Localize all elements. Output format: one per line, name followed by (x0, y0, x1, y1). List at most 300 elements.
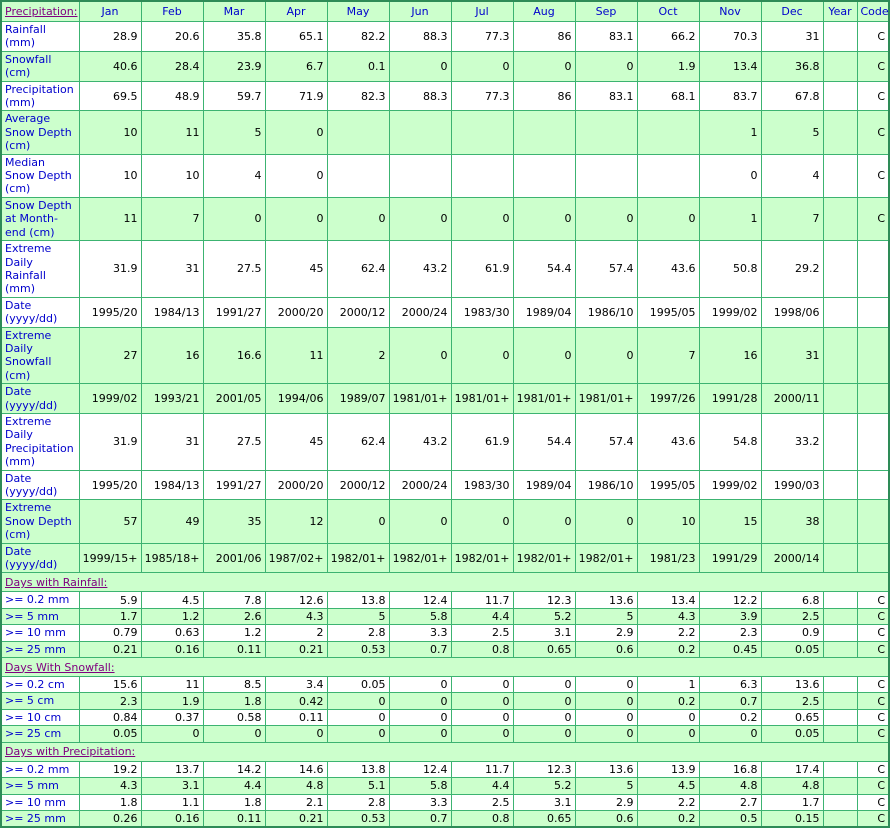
cell-sep: 0 (575, 197, 637, 240)
cell-jun: 1981/01+ (389, 384, 451, 414)
row-label: Rainfall (mm) (1, 22, 79, 52)
cell-oct: 0.2 (637, 693, 699, 709)
row-label: >= 5 cm (1, 693, 79, 709)
table-row (1, 154, 889, 197)
table-row (1, 470, 889, 500)
cell-apr: 45 (265, 413, 327, 470)
column-header-oct: Oct (637, 1, 699, 22)
cell-oct: 1.9 (637, 51, 699, 81)
row-label: >= 5 mm (1, 778, 79, 794)
cell-feb: 0 (141, 726, 203, 742)
cell-oct: 2.2 (637, 794, 699, 810)
cell-nov: 83.7 (699, 81, 761, 111)
cell-jan: 1999/02 (79, 384, 141, 414)
cell-sep: 1982/01+ (575, 543, 637, 573)
table-row (1, 592, 889, 608)
cell-nov: 0.7 (699, 693, 761, 709)
cell-jun: 43.2 (389, 413, 451, 470)
cell-aug: 1989/04 (513, 470, 575, 500)
column-header-code: Code (857, 1, 889, 22)
cell-jul: 2.5 (451, 794, 513, 810)
cell-jun: 0 (389, 327, 451, 384)
cell-jan: 27 (79, 327, 141, 384)
cell-jul: 4.4 (451, 778, 513, 794)
cell-aug: 0 (513, 693, 575, 709)
cell-apr: 1994/06 (265, 384, 327, 414)
cell-apr: 11 (265, 327, 327, 384)
cell-oct: 13.9 (637, 761, 699, 777)
cell-sep: 2.9 (575, 625, 637, 641)
row-label: >= 0.2 mm (1, 592, 79, 608)
cell-year (823, 709, 857, 725)
cell-jun: 2000/24 (389, 297, 451, 327)
cell-jul: 1982/01+ (451, 543, 513, 573)
cell-may: 2.8 (327, 794, 389, 810)
cell-sep: 0 (575, 677, 637, 693)
cell-aug: 5.2 (513, 778, 575, 794)
table-corner-label: Precipitation: (1, 1, 79, 22)
cell-may: 13.8 (327, 761, 389, 777)
cell-may: 2000/12 (327, 470, 389, 500)
cell-jan: 1.8 (79, 794, 141, 810)
column-header-jan: Jan (79, 1, 141, 22)
cell-mar: 1.8 (203, 693, 265, 709)
cell-nov: 0 (699, 726, 761, 742)
cell-code: C (857, 51, 889, 81)
cell-jun: 0 (389, 726, 451, 742)
section-header-days-snowfall (1, 658, 889, 677)
table-row (1, 51, 889, 81)
table-row (1, 111, 889, 154)
cell-code (857, 413, 889, 470)
row-label: Median Snow Depth (cm) (1, 154, 79, 197)
cell-jul: 11.7 (451, 761, 513, 777)
cell-oct: 1995/05 (637, 297, 699, 327)
cell-aug: 1981/01+ (513, 384, 575, 414)
cell-mar: 14.2 (203, 761, 265, 777)
cell-dec: 33.2 (761, 413, 823, 470)
row-label: Extreme Daily Rainfall (mm) (1, 241, 79, 298)
cell-jan: 31.9 (79, 241, 141, 298)
cell-feb: 31 (141, 413, 203, 470)
cell-aug: 0 (513, 197, 575, 240)
cell-may (327, 111, 389, 154)
cell-year (823, 297, 857, 327)
cell-may: 0 (327, 693, 389, 709)
cell-may: 0.53 (327, 810, 389, 827)
cell-may: 0.05 (327, 677, 389, 693)
cell-oct: 43.6 (637, 241, 699, 298)
cell-nov: 54.8 (699, 413, 761, 470)
cell-apr: 0.42 (265, 693, 327, 709)
cell-code: C (857, 625, 889, 641)
cell-nov: 1991/29 (699, 543, 761, 573)
cell-dec: 1990/03 (761, 470, 823, 500)
cell-year (823, 154, 857, 197)
cell-feb: 11 (141, 677, 203, 693)
cell-nov: 4.8 (699, 778, 761, 794)
cell-mar: 27.5 (203, 241, 265, 298)
cell-apr: 3.4 (265, 677, 327, 693)
cell-jun: 88.3 (389, 22, 451, 52)
cell-sep: 5 (575, 778, 637, 794)
cell-mar: 23.9 (203, 51, 265, 81)
cell-code: C (857, 778, 889, 794)
cell-dec: 0.05 (761, 726, 823, 742)
cell-oct: 2.2 (637, 625, 699, 641)
cell-jun: 3.3 (389, 794, 451, 810)
cell-apr: 12.6 (265, 592, 327, 608)
cell-jun: 0.7 (389, 810, 451, 827)
cell-code (857, 470, 889, 500)
cell-may: 62.4 (327, 241, 389, 298)
cell-aug: 3.1 (513, 625, 575, 641)
cell-aug: 54.4 (513, 413, 575, 470)
cell-dec: 0.65 (761, 709, 823, 725)
cell-code: C (857, 608, 889, 624)
column-header-nov: Nov (699, 1, 761, 22)
cell-sep: 57.4 (575, 241, 637, 298)
cell-code: C (857, 726, 889, 742)
cell-may: 2 (327, 327, 389, 384)
cell-jun: 0 (389, 693, 451, 709)
cell-nov: 15 (699, 500, 761, 543)
cell-aug: 5.2 (513, 608, 575, 624)
cell-jan: 1995/20 (79, 470, 141, 500)
row-label: >= 10 mm (1, 625, 79, 641)
cell-aug: 12.3 (513, 761, 575, 777)
cell-jun: 43.2 (389, 241, 451, 298)
cell-may: 0 (327, 709, 389, 725)
table-row (1, 543, 889, 573)
table-row (1, 384, 889, 414)
cell-oct: 68.1 (637, 81, 699, 111)
cell-jun: 0.7 (389, 641, 451, 657)
section-header-days-precipitation (1, 742, 889, 761)
row-label: Date (yyyy/dd) (1, 470, 79, 500)
cell-aug: 86 (513, 81, 575, 111)
column-header-jul: Jul (451, 1, 513, 22)
cell-jul: 77.3 (451, 81, 513, 111)
cell-code: C (857, 794, 889, 810)
cell-dec: 31 (761, 22, 823, 52)
cell-jan: 1999/15+ (79, 543, 141, 573)
cell-apr: 14.6 (265, 761, 327, 777)
cell-apr: 2000/20 (265, 297, 327, 327)
cell-code (857, 327, 889, 384)
row-label: Snowfall (cm) (1, 51, 79, 81)
cell-feb: 13.7 (141, 761, 203, 777)
row-label: >= 0.2 mm (1, 761, 79, 777)
column-header-year: Year (823, 1, 857, 22)
cell-year (823, 543, 857, 573)
column-header-dec: Dec (761, 1, 823, 22)
cell-mar: 1991/27 (203, 470, 265, 500)
cell-jan: 1995/20 (79, 297, 141, 327)
cell-jan: 0.26 (79, 810, 141, 827)
cell-dec: 6.8 (761, 592, 823, 608)
cell-jan: 19.2 (79, 761, 141, 777)
row-label: Average Snow Depth (cm) (1, 111, 79, 154)
cell-jan: 11 (79, 197, 141, 240)
cell-feb: 0.63 (141, 625, 203, 641)
row-label: >= 25 mm (1, 810, 79, 827)
cell-jun: 0 (389, 709, 451, 725)
cell-may: 5.1 (327, 778, 389, 794)
row-label: >= 5 mm (1, 608, 79, 624)
cell-year (823, 726, 857, 742)
cell-apr: 12 (265, 500, 327, 543)
cell-aug: 0 (513, 500, 575, 543)
cell-aug: 54.4 (513, 241, 575, 298)
cell-mar: 2001/05 (203, 384, 265, 414)
cell-year (823, 625, 857, 641)
cell-oct: 4.5 (637, 778, 699, 794)
cell-nov: 16.8 (699, 761, 761, 777)
column-header-mar: Mar (203, 1, 265, 22)
cell-mar: 1.8 (203, 794, 265, 810)
cell-jul: 2.5 (451, 625, 513, 641)
row-label: >= 0.2 cm (1, 677, 79, 693)
cell-year (823, 327, 857, 384)
cell-dec: 38 (761, 500, 823, 543)
table-row (1, 327, 889, 384)
cell-jun: 0 (389, 51, 451, 81)
table-row (1, 810, 889, 827)
cell-apr: 6.7 (265, 51, 327, 81)
cell-dec: 67.8 (761, 81, 823, 111)
cell-sep: 5 (575, 608, 637, 624)
cell-aug: 1982/01+ (513, 543, 575, 573)
cell-jul: 0 (451, 709, 513, 725)
table-row (1, 241, 889, 298)
cell-aug: 0 (513, 726, 575, 742)
cell-nov: 1 (699, 197, 761, 240)
column-header-feb: Feb (141, 1, 203, 22)
cell-sep: 13.6 (575, 592, 637, 608)
cell-may: 0 (327, 500, 389, 543)
cell-dec: 5 (761, 111, 823, 154)
cell-year (823, 197, 857, 240)
cell-feb: 1993/21 (141, 384, 203, 414)
cell-code: C (857, 22, 889, 52)
cell-apr: 45 (265, 241, 327, 298)
cell-jul: 0 (451, 500, 513, 543)
cell-apr: 0 (265, 154, 327, 197)
cell-feb: 1.2 (141, 608, 203, 624)
cell-code (857, 241, 889, 298)
cell-jun: 1982/01+ (389, 543, 451, 573)
cell-aug: 0 (513, 51, 575, 81)
table-row (1, 778, 889, 794)
cell-jan: 1.7 (79, 608, 141, 624)
cell-may: 82.2 (327, 22, 389, 52)
cell-oct: 4.3 (637, 608, 699, 624)
cell-year (823, 22, 857, 52)
row-label: >= 10 mm (1, 794, 79, 810)
cell-may: 0 (327, 726, 389, 742)
cell-oct: 1 (637, 677, 699, 693)
cell-may: 0 (327, 197, 389, 240)
cell-sep: 1986/10 (575, 297, 637, 327)
cell-code (857, 543, 889, 573)
cell-sep: 13.6 (575, 761, 637, 777)
cell-sep: 1986/10 (575, 470, 637, 500)
cell-jan: 0.05 (79, 726, 141, 742)
cell-jan: 15.6 (79, 677, 141, 693)
row-label: >= 25 cm (1, 726, 79, 742)
cell-sep: 0 (575, 726, 637, 742)
table-row (1, 413, 889, 470)
cell-mar: 0.11 (203, 641, 265, 657)
cell-sep: 0 (575, 327, 637, 384)
cell-apr: 0 (265, 726, 327, 742)
cell-may: 62.4 (327, 413, 389, 470)
table-header-row (1, 1, 889, 22)
cell-sep: 57.4 (575, 413, 637, 470)
cell-may: 2000/12 (327, 297, 389, 327)
cell-code: C (857, 693, 889, 709)
cell-nov: 2.3 (699, 625, 761, 641)
cell-sep: 1981/01+ (575, 384, 637, 414)
cell-year (823, 51, 857, 81)
cell-mar: 27.5 (203, 413, 265, 470)
table-row (1, 677, 889, 693)
cell-apr: 71.9 (265, 81, 327, 111)
column-header-jun: Jun (389, 1, 451, 22)
cell-feb: 1984/13 (141, 470, 203, 500)
cell-aug: 86 (513, 22, 575, 52)
cell-nov: 6.3 (699, 677, 761, 693)
cell-feb: 1985/18+ (141, 543, 203, 573)
cell-jun: 3.3 (389, 625, 451, 641)
cell-oct: 0 (637, 709, 699, 725)
cell-nov: 2.7 (699, 794, 761, 810)
cell-jun: 5.8 (389, 608, 451, 624)
cell-code: C (857, 592, 889, 608)
table-row (1, 608, 889, 624)
cell-jun: 0 (389, 677, 451, 693)
section-title: Days with Precipitation: (1, 742, 889, 761)
cell-nov: 1999/02 (699, 297, 761, 327)
cell-jul: 0 (451, 726, 513, 742)
row-label: >= 10 cm (1, 709, 79, 725)
cell-jul: 1981/01+ (451, 384, 513, 414)
cell-nov: 0.2 (699, 709, 761, 725)
column-header-aug: Aug (513, 1, 575, 22)
cell-sep (575, 111, 637, 154)
cell-nov: 0.5 (699, 810, 761, 827)
cell-feb: 4.5 (141, 592, 203, 608)
cell-apr: 65.1 (265, 22, 327, 52)
cell-year (823, 413, 857, 470)
cell-jan: 31.9 (79, 413, 141, 470)
cell-jan: 5.9 (79, 592, 141, 608)
cell-code: C (857, 761, 889, 777)
cell-dec: 2.5 (761, 608, 823, 624)
cell-feb: 16 (141, 327, 203, 384)
row-label: Precipitation (mm) (1, 81, 79, 111)
column-header-sep: Sep (575, 1, 637, 22)
cell-sep (575, 154, 637, 197)
cell-jun: 0 (389, 500, 451, 543)
cell-apr: 1987/02+ (265, 543, 327, 573)
cell-dec: 0.9 (761, 625, 823, 641)
row-label: Date (yyyy/dd) (1, 297, 79, 327)
cell-jan: 2.3 (79, 693, 141, 709)
cell-feb: 1.9 (141, 693, 203, 709)
cell-year (823, 384, 857, 414)
cell-jan: 57 (79, 500, 141, 543)
cell-jan: 0.84 (79, 709, 141, 725)
cell-jun: 2000/24 (389, 470, 451, 500)
cell-may: 0.1 (327, 51, 389, 81)
cell-dec: 36.8 (761, 51, 823, 81)
cell-code: C (857, 154, 889, 197)
table-row (1, 709, 889, 725)
cell-feb: 1.1 (141, 794, 203, 810)
cell-dec: 4.8 (761, 778, 823, 794)
cell-mar: 2.6 (203, 608, 265, 624)
row-label: Date (yyyy/dd) (1, 384, 79, 414)
row-label: Snow Depth at Month-end (cm) (1, 197, 79, 240)
cell-mar: 35.8 (203, 22, 265, 52)
cell-dec: 4 (761, 154, 823, 197)
cell-jul: 11.7 (451, 592, 513, 608)
cell-dec: 2.5 (761, 693, 823, 709)
cell-jul: 0 (451, 197, 513, 240)
cell-oct: 43.6 (637, 413, 699, 470)
cell-may: 0.53 (327, 641, 389, 657)
cell-jan: 69.5 (79, 81, 141, 111)
table-row (1, 761, 889, 777)
cell-mar: 2001/06 (203, 543, 265, 573)
row-label: Extreme Daily Snowfall (cm) (1, 327, 79, 384)
cell-year (823, 693, 857, 709)
cell-jun: 88.3 (389, 81, 451, 111)
cell-apr: 2.1 (265, 794, 327, 810)
cell-year (823, 677, 857, 693)
cell-nov: 12.2 (699, 592, 761, 608)
cell-year (823, 81, 857, 111)
cell-mar: 4 (203, 154, 265, 197)
cell-apr: 0 (265, 197, 327, 240)
cell-oct: 0 (637, 197, 699, 240)
row-label: Extreme Daily Precipitation (mm) (1, 413, 79, 470)
cell-jan: 40.6 (79, 51, 141, 81)
cell-mar: 35 (203, 500, 265, 543)
cell-code: C (857, 677, 889, 693)
cell-mar: 8.5 (203, 677, 265, 693)
cell-jun: 12.4 (389, 761, 451, 777)
cell-feb: 0.37 (141, 709, 203, 725)
cell-feb: 7 (141, 197, 203, 240)
table-row (1, 500, 889, 543)
cell-jul: 0 (451, 51, 513, 81)
cell-sep: 2.9 (575, 794, 637, 810)
cell-year (823, 778, 857, 794)
cell-mar: 4.4 (203, 778, 265, 794)
table-row (1, 693, 889, 709)
cell-may: 82.3 (327, 81, 389, 111)
row-label: >= 25 mm (1, 641, 79, 657)
cell-may: 2.8 (327, 625, 389, 641)
cell-dec: 17.4 (761, 761, 823, 777)
cell-jul: 61.9 (451, 241, 513, 298)
cell-aug: 12.3 (513, 592, 575, 608)
cell-sep: 83.1 (575, 81, 637, 111)
cell-mar: 16.6 (203, 327, 265, 384)
